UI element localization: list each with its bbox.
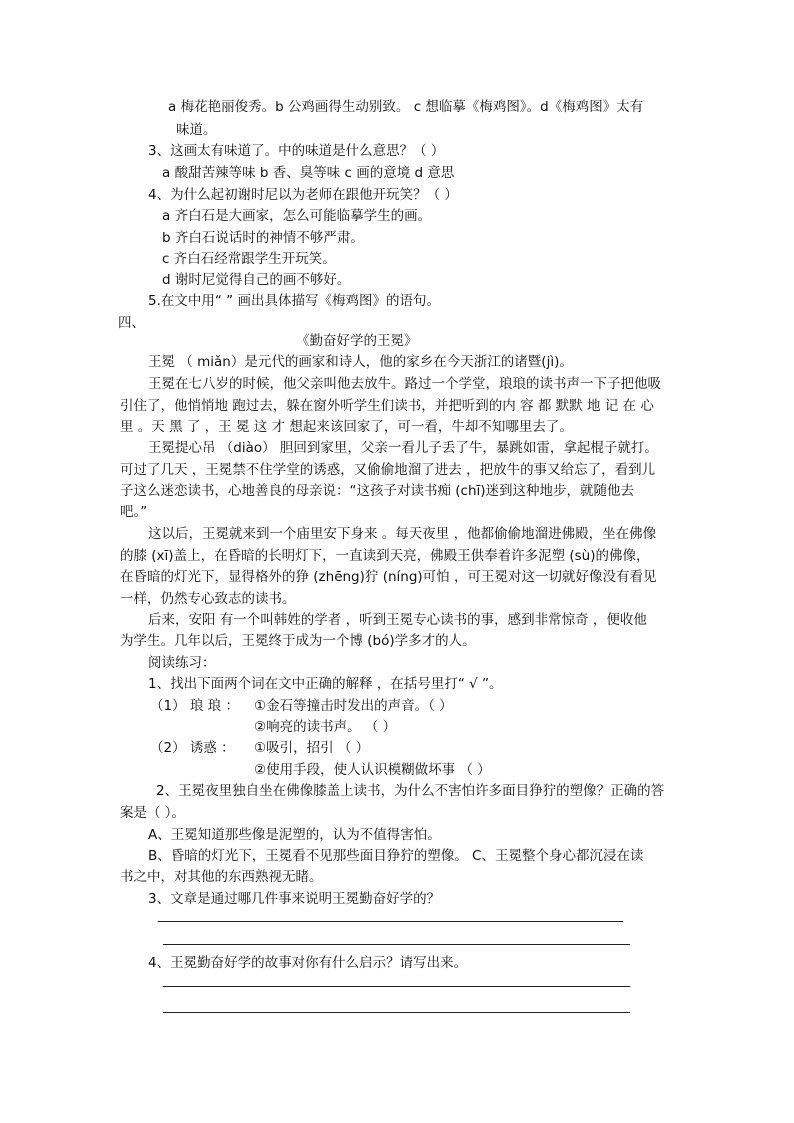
exercise-2-option-a: A、王冕知道那些像是泥塑的，认为不值得害怕。 xyxy=(148,827,441,843)
exercise-4: 4、王冕勤奋好学的故事对你有什么启示？请写出来。 xyxy=(148,955,468,971)
exercise-1-word-2-option-2: ②使用手段，使人认识模糊做坏事 （ ） xyxy=(254,762,491,778)
exercise-heading: 阅读练习： xyxy=(148,655,216,671)
paragraph-3-line-2: 可过了几天 ，王冕禁不住学堂的诱惑，又偷偷地溜了进去 ，把放牛的事又给忘了，看到儿 xyxy=(120,462,656,478)
exercise-1-word-1: （1） 琅 琅 ： xyxy=(150,698,239,714)
question-4-option-a: a 齐白石是大画家，怎么可能临摹学生的画。 xyxy=(162,208,432,224)
option-line-1-cont: 味道。 xyxy=(176,122,217,138)
exercise-1-word-1-option-2: ②响亮的读书声。 （ ） xyxy=(254,719,397,735)
question-5: 5.在文中用“ ” 画出具体描写《梅鸡图》的语句。 xyxy=(148,293,440,309)
paragraph-2-line-2: 引住了，他悄悄地 跑过去，躲在窗外听学生们读书，并把听到的内 容 都 默默 地 记 在 心 xyxy=(120,398,654,414)
paragraph-4-line-2: 的膝 (xī)盖上，在昏暗的长明灯下，一直读到天亮，佛殿王供奉着许多泥塑 (sù)的佛像， xyxy=(120,548,650,564)
paragraph-4-line-1: 这以后，王冕就来到一个庙里安下身来 。每天夜里 ，他都偷偷地溜进佛殿，坐在佛像 xyxy=(148,526,657,542)
paragraph-5-line-2: 为学生。几年以后，王冕终于成为一个博 (bó)学多才的人。 xyxy=(120,633,476,649)
paragraph-5-line-1: 后来，安阳 有一个叫韩姓的学者 ，听到王冕专心读书的事，感到非常惊奇 ，便收他 xyxy=(148,612,647,628)
exercise-2-line-2: 案是（ ）。 xyxy=(120,805,186,821)
question-4: 4、为什么起初谢时尼以为老师在跟他开玩笑？（ ） xyxy=(148,187,458,203)
exercise-3: 3、文章是通过哪几件事来说明王冕勤奋好学的？ xyxy=(148,891,441,907)
question-3: 3、这画太有味道了。中的味道是什么意思？（ ） xyxy=(148,143,445,159)
paragraph-3-line-3: 子这么迷恋读书，心地善良的母亲说：“这孩子对读书痴 (chī)迷到这种地步，就随他去 xyxy=(120,483,635,499)
answer-line-4b[interactable] xyxy=(163,1012,630,1013)
question-3-options: a 酸甜苦辣等味 b 香、臭等味 c 画的意境 d 意思 xyxy=(162,165,455,181)
exercise-1-word-2: （2） 诱惑 ： xyxy=(150,740,235,756)
paragraph-4-line-4: 一样，仍然专心致志的读书。 xyxy=(120,591,296,607)
exercise-1-word-1-option-1: ①金石等撞击时发出的声音。（ ） xyxy=(254,698,453,714)
section-number: 四、 xyxy=(118,315,145,331)
exercise-2-line-1: 2、王冕夜里独自坐在佛像膝盖上读书，为什么不害怕许多面目狰狞的塑像？正确的答 xyxy=(156,783,665,799)
paragraph-2-line-3: 里 。天 黑 了 ，王 冕 这 才 想起来该回家了，可一看，牛却不知哪里去了。 xyxy=(120,419,573,435)
paragraph-2-line-1: 王冕在七八岁的时候，他父亲叫他去放牛。路过一个学堂，琅琅的读书声一下子把他吸 xyxy=(148,376,661,392)
option-line-1: a 梅花艳丽俊秀。b 公鸡画得生动别致。 c 想临摹《梅鸡图》。d《梅鸡图》太有 xyxy=(168,99,644,115)
question-4-option-c: c 齐白石经常跟学生开玩笑。 xyxy=(162,251,336,267)
question-4-option-b: b 齐白石说话时的神情不够严肃。 xyxy=(162,230,364,246)
question-4-option-d: d 谢时尼觉得自己的画不够好。 xyxy=(162,272,351,288)
exercise-1: 1、找出下面两个词在文中正确的解释 ，在括号里打“ √ ”。 xyxy=(148,676,503,692)
article-title: 《勤奋好学的王冕》 xyxy=(296,333,418,349)
answer-line-3a[interactable] xyxy=(158,921,623,922)
answer-line-4a[interactable] xyxy=(163,986,630,987)
paragraph-4-line-3: 在昏暗的灯光下，显得格外的狰 (zhēng)狞 (níng)可怕 ，可王冕对这一切就好像没有看见 xyxy=(120,569,657,585)
exercise-1-word-2-option-1: ①吸引，招引 （ ） xyxy=(254,740,370,756)
answer-line-3b[interactable] xyxy=(163,944,630,945)
exercise-2-option-c-cont: 书之中，对其他的东西熟视无睹。 xyxy=(120,869,323,885)
paragraph-3-line-1: 王冕提心吊 （diào） 胆回到家里，父亲一看儿子丢了牛，暴跳如雷，拿起棍子就打。 xyxy=(148,440,658,456)
exercise-2-option-b: B、昏暗的灯光下，王冕看不见那些面目狰狞的塑像。 C、王冕整个身心都沉浸在读 xyxy=(148,848,644,864)
paragraph-3-line-4: 吧。” xyxy=(120,504,148,520)
paragraph-1: 王冕 （ miǎn）是元代的画家和诗人，他的家乡在今天浙江的诸暨(jì)。 xyxy=(148,354,573,370)
